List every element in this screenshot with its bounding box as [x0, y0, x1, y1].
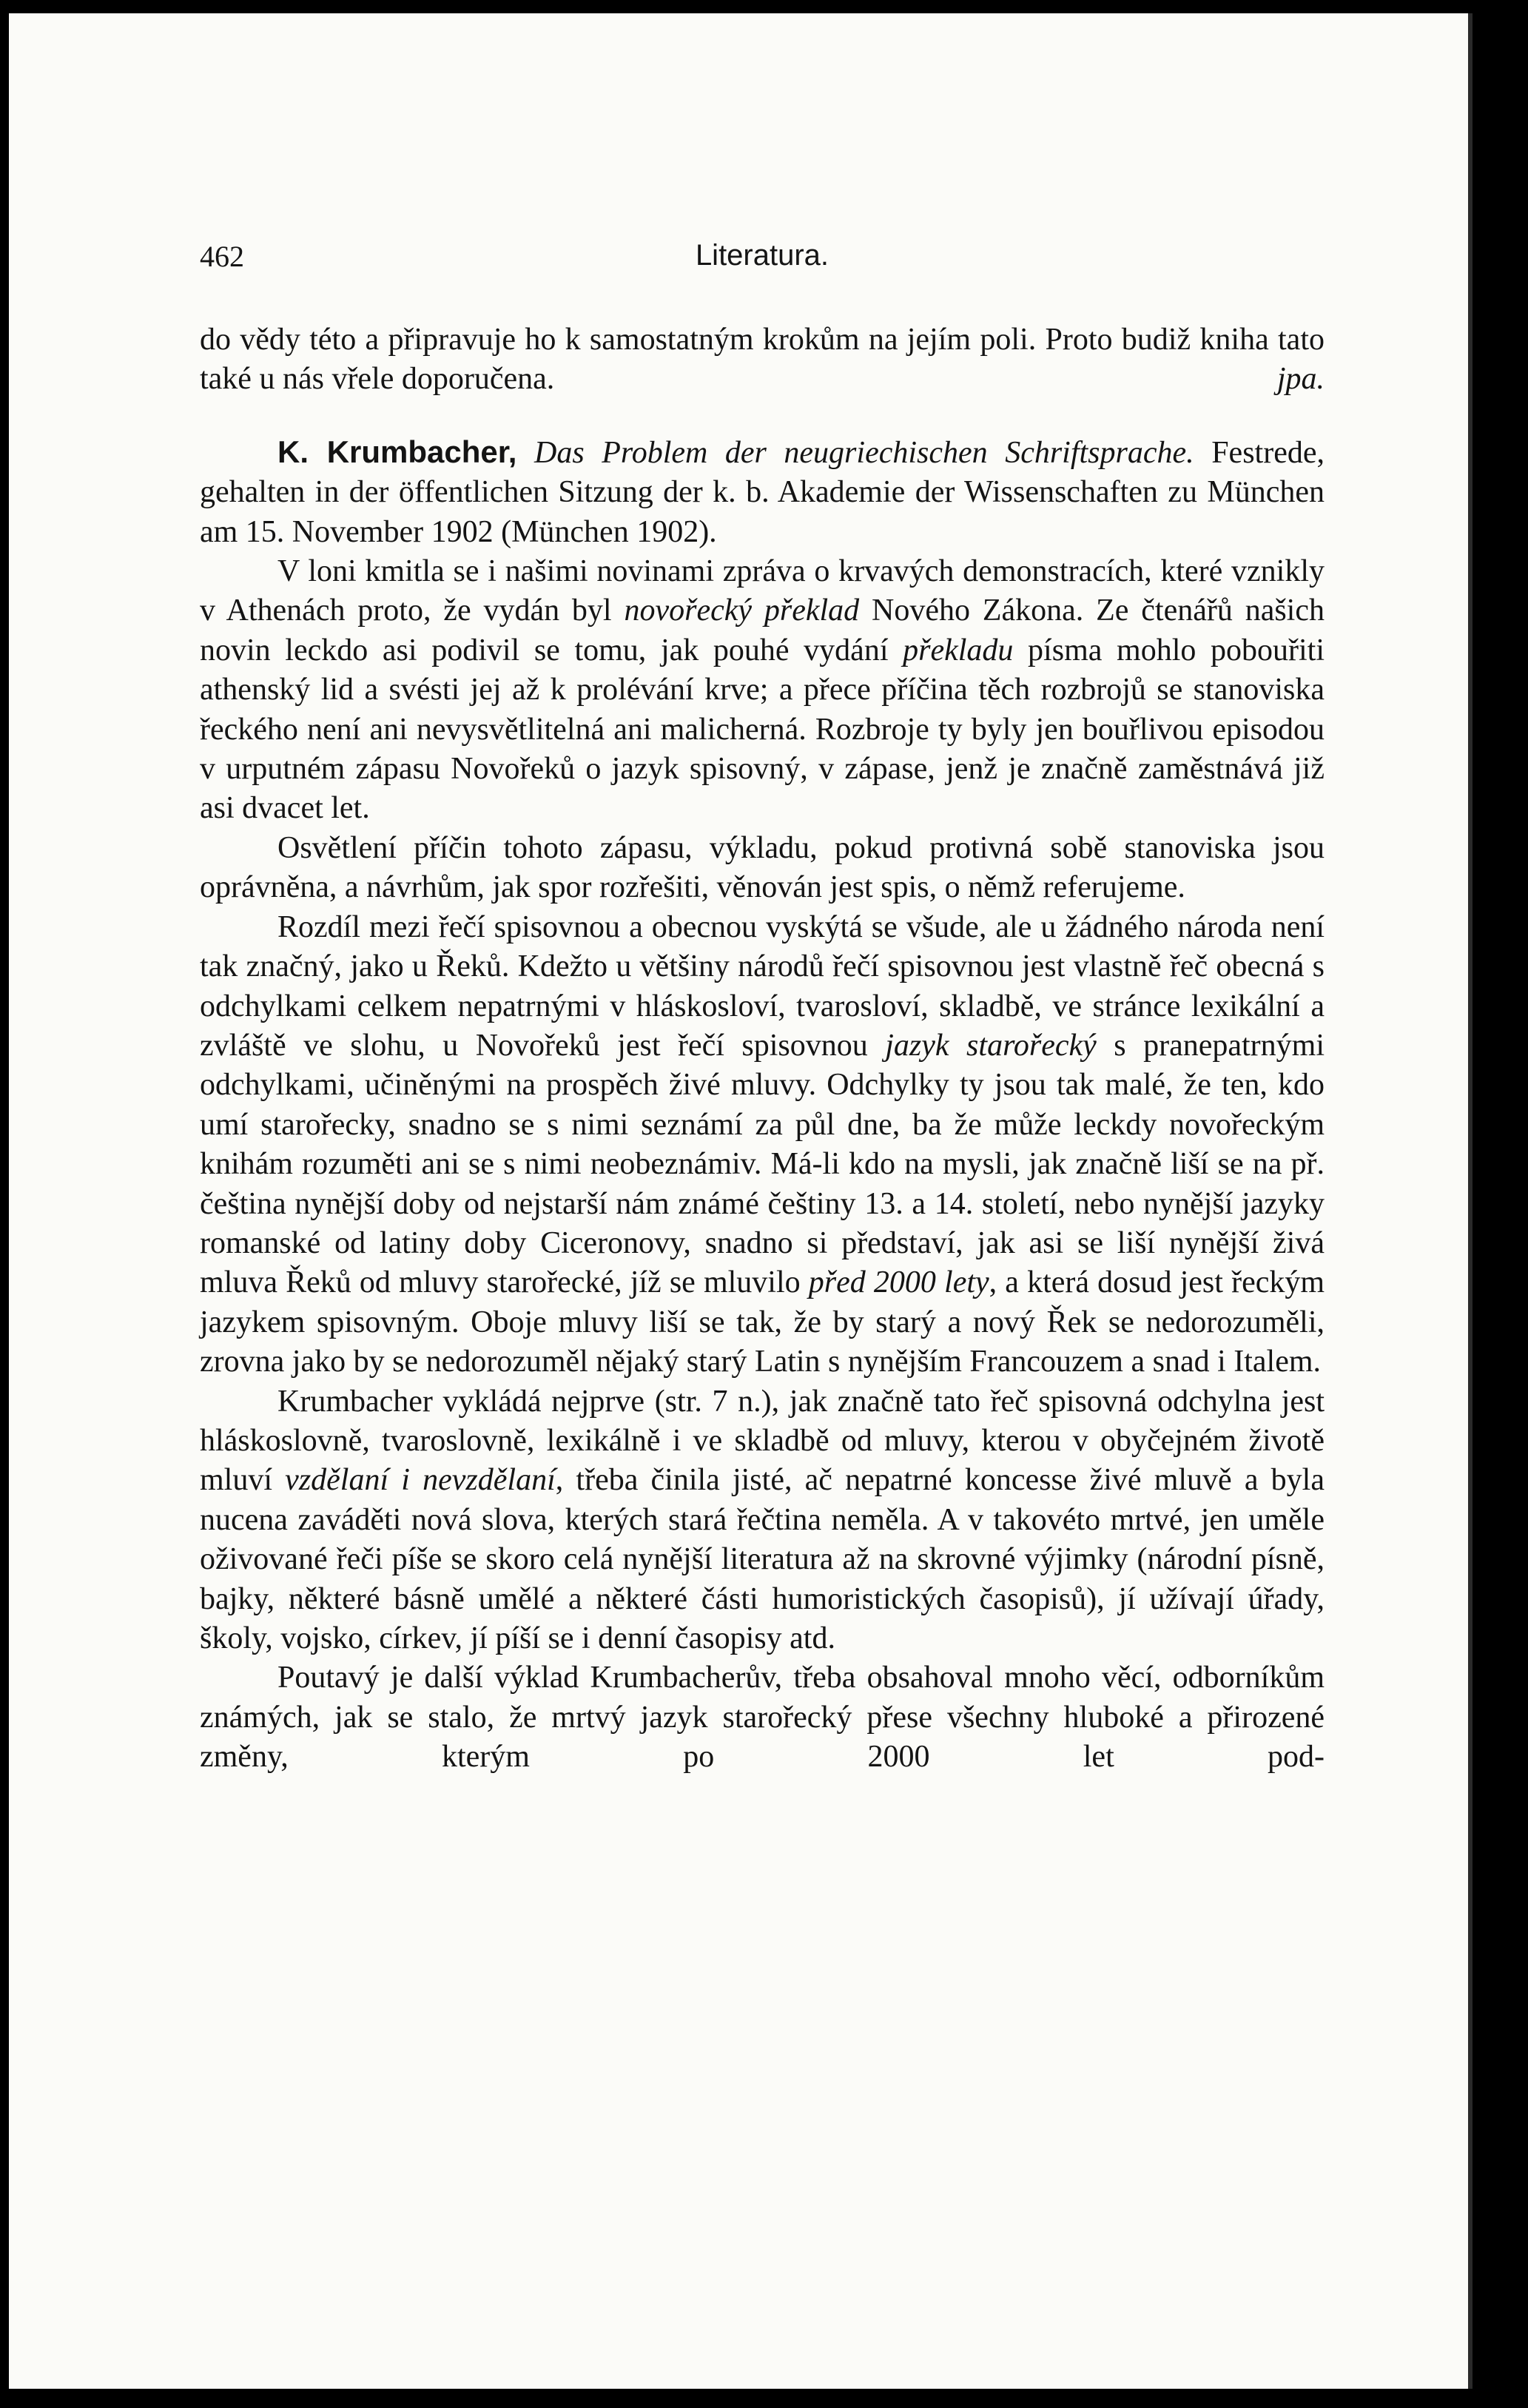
book-page [9, 13, 1473, 2389]
paragraph-3-text-c: , a která dosud jest řeckým jazykem spisovným. Oboje mluvy liší se tak, že by starý a nový Řek se nedorozuměli, zrovna jako by se nedorozuměl nějaký starý Latin s nynějším Francouzem a snad i Italem. [200, 1265, 1325, 1379]
page-header [200, 239, 1325, 276]
review-ending-text: do vědy této a připravuje ho k samostatným krokům na jejím poli. Proto budiž kniha tato také u nás vřele doporučena. [200, 323, 1325, 397]
section-gap [200, 400, 1325, 432]
page-body [200, 320, 1325, 1778]
paragraph-2: Osvětlení příčin tohoto zápasu, výkladu, pokud protivná sobě stanoviska jsou oprávněna, a návrhům, jak spor rozřešiti, věnován jest spis, o němž referujeme. [200, 830, 1325, 905]
emphasis-jazyk-starorecky: jazyk starořecký [885, 1028, 1097, 1063]
paragraph-4-text-a: Krumbacher vykládá nejprve (str. 7 n.), jak značně tato řeč spisovná odchylna jest hláskoslovně, tvaroslovně, lexikálně i ve skladbě od mluvy, kterou v obyčejném životě mluví [200, 1384, 1325, 1498]
paragraph-3-text-b: s pranepatrnými odchylkami, učiněnými na prospěch živé mluvy. Odchylky ty jsou tak malé, že ten, kdo umí starořecky, snadno se s nimi seznámí za půl dne, ba že může leckdy novořeckým knihám rozuměti ani se s nimi neobeznámiv. Má-li kdo na mysli, jak značně liší se na př. čeština nynější doby od nejstarší nám známé češtiny 13. a 14. století, nebo nynější jazyky romanské od latiny doby Ciceronovy, snadno si představí, jak asi se liší nynější živá mluva Řeků od mluvy starořecké, jíž se mluvilo [200, 1028, 1325, 1300]
book-citation: Festrede, gehalten in der öffentlichen Sitzung der k. b. Akademie der Wissenschaften zu München am 15. November 1902 (München 1902). [200, 435, 1325, 549]
paragraph-1-text-b: Nového Zákona. Ze čtenářů našich novin leckdo asi podivil se tomu, jak pouhé vydání [200, 593, 1325, 667]
emphasis-pred-2000-lety: před 2000 lety [808, 1265, 989, 1300]
book-title: Das Problem der neugriechischen Schriftsprache. [534, 435, 1194, 470]
emphasis-novorecky-preklad: novořecký překlad [624, 593, 860, 628]
emphasis-prekladu: překladu [903, 633, 1014, 667]
review-ending [200, 320, 1325, 400]
reviewer-signature: jpa. [1276, 362, 1325, 397]
paragraph-4-text-b: , třeba činila jisté, ač nepatrné koncesse živé mluvě a byla nucena zaváděti nová slova, kterých stará řečtina neměla. A v takovéto mrtvé, jen uměle oživované řeči píše se skoro celá nynější literatura až na skrovné výjimky (národní písně, bajky, některé básně umělé a některé části humoristických časopisů), jí užívají úřady, školy, vojsko, církev, jí píší se i denní časopisy atd. [200, 1463, 1325, 1655]
review-heading [200, 432, 1325, 552]
paragraph-3 [200, 908, 1325, 1382]
emphasis-vzdelani: vzdělaní i nevzdělaní [285, 1463, 556, 1498]
paragraph-1 [200, 552, 1325, 829]
paragraph-1-text-a: V loni kmitla se i našimi novinami zpráva o krvavých demonstracích, které vznikly v Athenách proto, že vydán byl [200, 554, 1325, 628]
paragraph-5: Poutavý je další výklad Krumbacherův, třeba obsahoval mnoho věcí, odborníkům známých, jak se stalo, že mrtvý jazyk starořecký přese všechny hluboké a přirozené změny, kterým po 2000 let pod- [200, 1661, 1325, 1775]
running-title: Literatura. [695, 239, 829, 272]
page-number: 462 [200, 240, 244, 273]
paragraph-4 [200, 1382, 1325, 1659]
paragraph-1-text-c: písma mohlo pobouřiti athenský lid a svésti jej až k prolévání krve; a přece příčina těch rozbrojů se stanoviska řeckého není ani nevysvětlitelná ani malicherná. Rozbroje ty byly jen bouřlivou episodou v urputném zápasu Novořeků o jazyk spisovný, v zápase, jenž je značně zaměstnává již asi dvacet let. [200, 633, 1325, 826]
paragraph-3-text-a: Rozdíl mezi řečí spisovnou a obecnou vyskýtá se všude, ale u žádného národa není tak značný, jako u Řeků. Kdežto u většiny národů řečí spisovnou jest vlastně řeč obecná s odchylkami celkem nepatrnými v hláskosloví, tvarosloví, skladbě, ve stránce lexikální a zvláště ve slohu, u Novořeků jest řečí spisovnou [200, 909, 1325, 1063]
book-author: K. Krumbacher, [277, 434, 517, 469]
